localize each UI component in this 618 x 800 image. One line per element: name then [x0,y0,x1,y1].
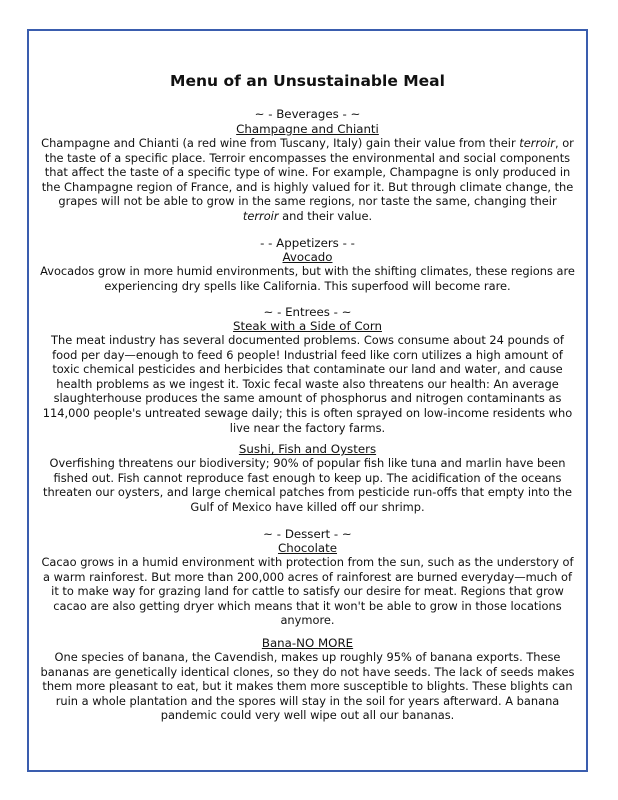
champagne-text-2: , or the taste of a specific place. Terroir encompasses the environmental and social components that affect the taste of a specific type of wine. For example, Champagne is only produced in the Champagne region of France, and is highly valued for it. But through climate change, the grapes will not be able to grow in the same regions, nor taste the same, changing their [41,136,574,209]
avocado-description: Avocados grow in more humid environments, but with the shifting climates, these regions are experiencing dry spells like California. This superfood will become rare. [40,264,575,293]
sushi-description: Overfishing threatens our biodiversity; 90% of popular fish like tuna and marlin have been fished out. Fish cannot reproduce fast enough to keep up. The acidification of the oceans threaten our oysters, and large chemical patches from pesticide run-offs that empty into the Gulf of Mexico have killed off our shrimp. [42,456,572,514]
beverages-heading: ~ - Beverages - ~ [254,107,361,121]
steak-item-name: Steak with a Side of Corn [233,319,382,333]
page-title: Menu of an Unsustainable Meal [170,72,445,90]
champagne-text-3: and their value. [282,208,373,223]
dessert-heading: ~ - Dessert - ~ [263,527,352,541]
steak-description: The meat industry has several documented problems. Cows consume about 24 pounds of food per day—enough to feed 6 people! Industrial feed like corn utilizes a high amount of toxic chemical pesticides and herbicides that contaminate our land and water, and cause health problems as we ingest it. Toxic fecal waste also threatens our health: An average slaughterhouse produces the same amount of phosphorus and nitrogen contaminants as 114,000 people's untreated sewage daily; this is often sprayed on low-income residents who live near the factory farms. [42,333,573,435]
appetizers-heading: - - Appetizers - - [260,236,355,250]
sushi-item-name: Sushi, Fish and Oysters [238,442,377,456]
page-border [27,29,588,772]
terroir-term-1: terroir [519,136,555,150]
chocolate-description: Cacao grows in a humid environment with protection from the sun, such as the understory of a warm rainforest. But more than 200,000 acres of rainforest are burned everyday—much of it to make way for grazing land for cattle to satisfy our desire for meat. Regions that grow cacao are also getting dryer which means that it won't be able to grow in those locations anymore. [41,555,574,628]
banana-description: One species of banana, the Cavendish, makes up roughly 95% of banana exports. These bananas are genetically identical clones, so they do not have seeds. The lack of seeds makes them more pleasant to eat, but it makes them more susceptible to blights. These blights can ruin a whole plantation and the spores will stay in the soil for years afterward. A banana pandemic could very well wipe out all our bananas. [40,650,575,723]
chocolate-item-name: Chocolate [277,541,338,555]
champagne-description [39,136,576,224]
champagne-text-1: Champagne and Chianti (a red wine from Tuscany, Italy) gain their value from their [41,136,516,150]
banana-item-name: Bana-NO MORE [261,636,354,650]
terroir-term-2: terroir [242,208,279,223]
avocado-item-name: Avocado [282,250,333,264]
entrees-heading: ~ - Entrees - ~ [263,305,352,319]
champagne-item-name: Champagne and Chianti [236,122,379,136]
